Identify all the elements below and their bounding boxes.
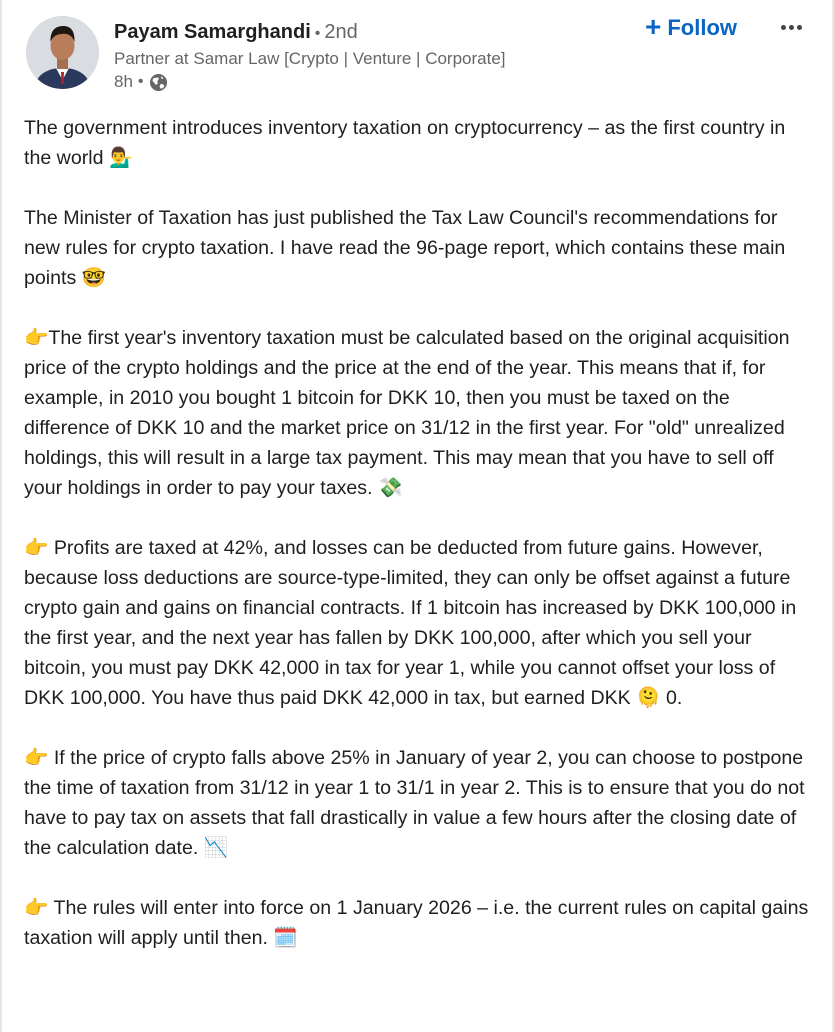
- follow-button[interactable]: [645, 12, 737, 44]
- post-time: 8h: [114, 72, 133, 91]
- post-paragraph: 👉 Profits are taxed at 42%, and losses can be deducted from future gains. However, because loss deductions are source-type-limited, they can only be offset against a future crypto gain and gains on financial contracts. If 1 bitcoin has increased by DKK 100,000 in the first year, and the next year has fallen by DKK 100,000, after which you sell your bitcoin, you must pay DKK 42,000 in tax for year 1, while you cannot offset your loss of DKK 100,000. You have thus paid DKK 42,000 in tax, but earned DKK 🫠 0.: [24, 537, 797, 709]
- post-paragraph: 👉 If the price of crypto falls above 25% in January of year 2, you can choose to postpone the time of taxation from 31/12 in year 1 to 31/1 in year 2. This is to ensure that you do not have to pay tax on assets that fall drastically in value a few hours after the closing date of the calculation date. 📉: [24, 747, 805, 859]
- connection-degree: 2nd: [324, 21, 358, 43]
- profile-photo-icon: [26, 16, 99, 89]
- more-horizontal-icon: [797, 25, 802, 30]
- author-line: [114, 19, 358, 47]
- author-name[interactable]: Payam Samarghandi: [114, 21, 311, 43]
- post-paragraph: The Minister of Taxation has just published the Tax Law Council's recommendations for new rules for crypto taxation. I have read the 96-page report, which contains these main points 🤓: [24, 207, 786, 289]
- card-border-left: [0, 0, 2, 1032]
- post-text: [24, 113, 816, 953]
- plus-icon: +: [645, 11, 662, 42]
- separator-dot: •: [137, 73, 144, 90]
- post-paragraph: 👉 The rules will enter into force on 1 January 2026 – i.e. the current rules on capital gains taxation will apply until then. 🗓️: [24, 897, 809, 949]
- post-paragraph: The government introduces inventory taxation on cryptocurrency – as the first country in the world 💁‍♂️: [24, 117, 786, 169]
- post-paragraph: 👉The first year's inventory taxation must be calculated based on the original acquisition price of the crypto holdings and the price at the end of the year. This means that if, for example, in 2010 you bought 1 bitcoin for DKK 10, then you must be taxed on the difference of DKK 10 and the market price on 31/12 in the first year. For "old" unrealized holdings, this will result in a large tax payment. This may mean that you have to sell off your holdings in order to pay your taxes. 💸: [24, 327, 790, 499]
- post-meta: [114, 71, 168, 93]
- more-horizontal-icon: [781, 25, 786, 30]
- author-headline: Partner at Samar Law [Crypto | Venture | Corporate]: [114, 49, 506, 68]
- follow-label: Follow: [667, 15, 738, 40]
- globe-icon: [149, 73, 168, 92]
- separator-dot: •: [314, 25, 321, 42]
- more-horizontal-icon: [789, 25, 794, 30]
- more-options-button[interactable]: [776, 14, 806, 40]
- avatar[interactable]: [26, 16, 99, 89]
